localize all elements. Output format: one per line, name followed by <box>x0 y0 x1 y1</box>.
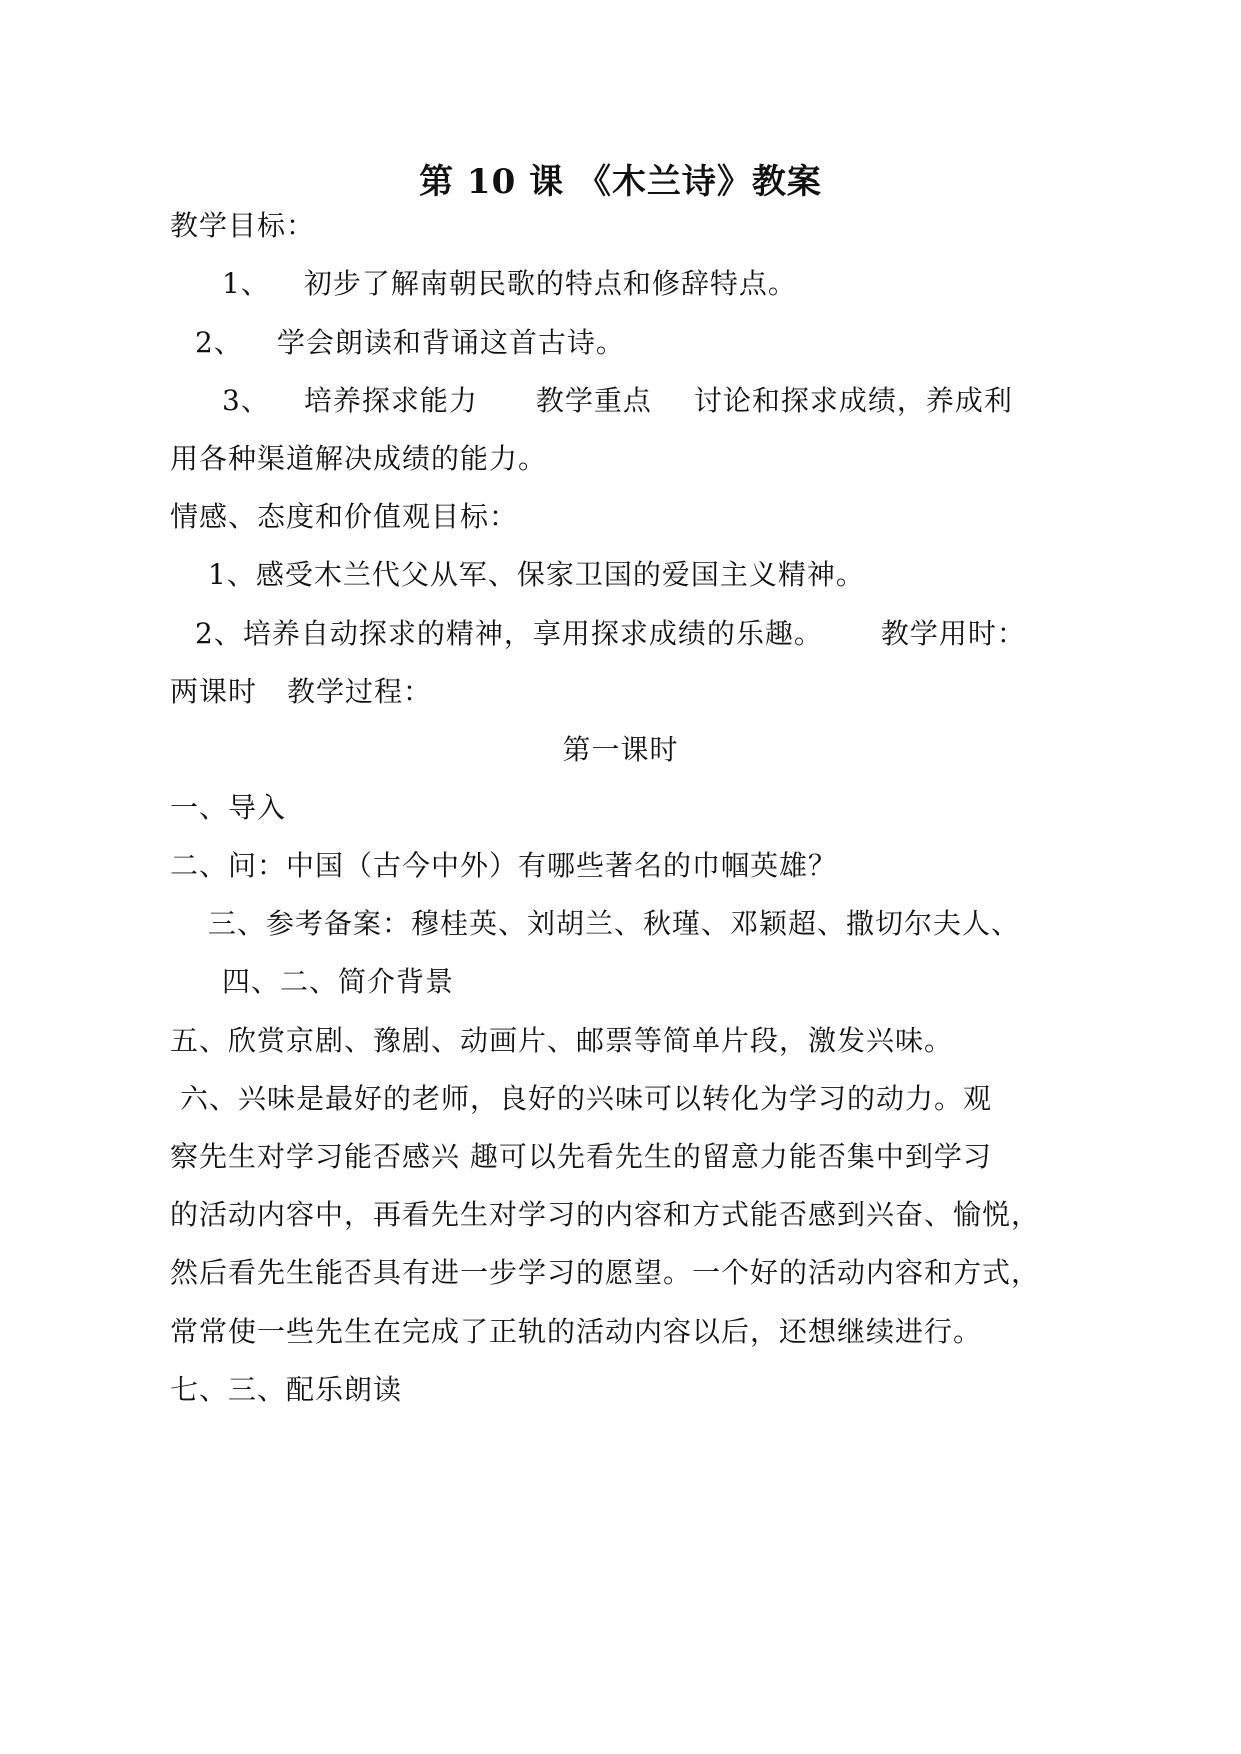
goal-2-text: 学会朗读和背诵这首古诗。 <box>276 326 625 359</box>
teaching-time-value: 两课时 <box>170 675 258 708</box>
item-6-line-2: 察先生对学习能否感兴 趣可以先看先生的留意力能否集中到学习 <box>170 1140 992 1173</box>
time-process-line <box>170 674 432 710</box>
emotion-goals-heading: 情感、态度和价值观目标： <box>170 500 519 533</box>
teaching-goals-heading: 教学目标： <box>170 209 316 242</box>
emotion-goal-2: 2、培养自动探求的精神，享用探求成绩的乐趣。 <box>195 617 823 650</box>
goal-1-number: 1、 <box>222 267 270 300</box>
item-6-line-3: 的活动内容中，再看先生对学习的内容和方式能否感到兴奋、愉悦， <box>170 1198 1041 1231</box>
emotion-goal-2-line <box>195 616 1026 652</box>
item-6-line-1: 六、兴味是最好的老师，良好的兴味可以转化为学习的动力。观 <box>180 1082 993 1115</box>
goal-2 <box>195 325 625 361</box>
page-title: 第 10 课 《木兰诗》教案 <box>419 162 822 202</box>
teaching-process-label: 教学过程： <box>287 675 433 708</box>
item-6-line-4: 然后看先生能否具有进一步学习的愿望。一个好的活动内容和方式， <box>170 1256 1041 1289</box>
goal-1-text: 初步了解南朝民歌的特点和修辞特点。 <box>303 267 797 300</box>
item-5: 五、欣赏京剧、豫剧、动画片、邮票等简单片段，激发兴味。 <box>170 1024 954 1057</box>
item-2: 二、问：中国（古今中外）有哪些著名的巾帼英雄？ <box>170 849 838 882</box>
goal-3-text: 培养探求能力 <box>303 384 478 417</box>
item-7: 七、三、配乐朗读 <box>170 1373 403 1406</box>
lesson-one-heading: 第一课时 <box>562 733 679 766</box>
item-1: 一、导入 <box>170 791 287 824</box>
item-3: 三、参考备案：穆桂英、刘胡兰、秋瑾、邓颖超、撒切尔夫人、 <box>208 907 1021 940</box>
goal-1 <box>222 266 797 302</box>
teaching-time-label: 教学用时： <box>880 617 1026 650</box>
key-point-text: 讨论和探求成绩，养成利 <box>693 384 1013 417</box>
item-6-line-5: 常常使一些先生在完成了正轨的活动内容以后，还想继续进行。 <box>170 1315 983 1348</box>
key-point-label: 教学重点 <box>535 384 652 417</box>
emotion-goal-1: 1、感受木兰代父从军、保家卫国的爱国主义精神。 <box>208 558 865 591</box>
goal-2-number: 2、 <box>195 326 243 359</box>
key-point-continuation: 用各种渠道解决成绩的能力。 <box>170 442 548 475</box>
goal-3-number: 3、 <box>222 384 270 417</box>
item-4: 四、二、简介背景 <box>222 965 455 998</box>
goal-3 <box>222 383 1013 419</box>
